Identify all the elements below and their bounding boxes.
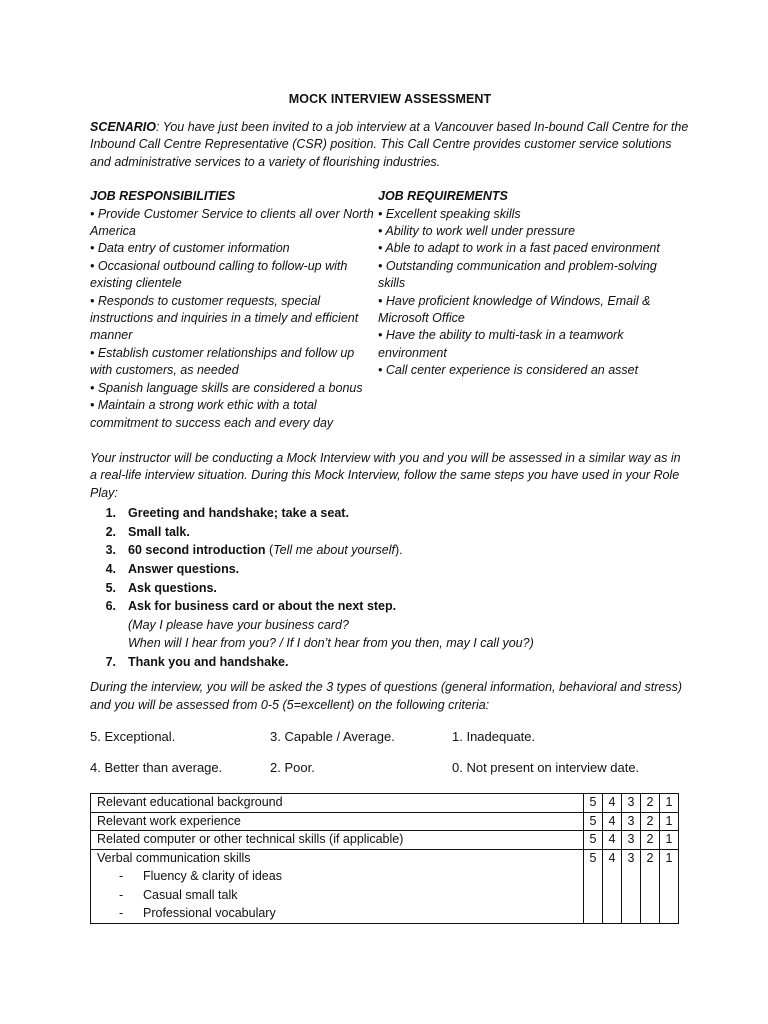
requirements-column — [378, 188, 678, 432]
requirement-item: • Able to adapt to work in a fast paced environment — [378, 241, 660, 256]
requirements-heading: JOB REQUIREMENTS — [378, 189, 508, 204]
step-text: 60 second introduction — [128, 543, 266, 558]
step-number: 1. — [105, 506, 116, 521]
requirement-item: • Ability to work well under pressure — [378, 224, 576, 239]
responsibility-item: • Establish customer relationships and follow up with customers, as needed — [90, 345, 355, 378]
requirement-item: • Have the ability to multi-task in a teamwork environment — [378, 328, 624, 360]
score-cell[interactable]: 5 — [584, 831, 603, 850]
step-text: Answer questions. — [128, 561, 240, 576]
scale-item: 2. Poor. — [270, 760, 315, 776]
step-item — [90, 541, 690, 560]
subitem — [97, 886, 577, 905]
step-number: 2. — [105, 524, 116, 539]
subitem-text: Casual small talk — [143, 887, 238, 902]
step-text: Ask for business card or about the next step. — [128, 599, 397, 614]
step-item — [90, 597, 690, 653]
step-number: 6. — [105, 599, 116, 614]
scale-item: 1. Inadequate. — [452, 729, 536, 745]
score-cell[interactable]: 2 — [641, 849, 660, 923]
responsibility-item: • Occasional outbound calling to follow-up with existing clientele — [90, 258, 348, 291]
score-cell[interactable]: 5 — [584, 794, 603, 813]
score-cell[interactable]: 4 — [603, 831, 622, 850]
interview-steps — [90, 504, 690, 671]
scenario-text: : You have just been invited to a job interview at a Vancouver based In-bound Call Centre for the Inbound Call Centre Representative (CSR) position. This Call Centre provides customer service solutions and administrative services to a variety of flourishing industries. — [90, 120, 689, 169]
requirement-item: • Call center experience is considered an asset — [378, 363, 639, 378]
responsibility-item: • Spanish language skills are considered a bonus — [90, 380, 363, 395]
table-row — [91, 849, 679, 923]
responsibility-item: • Data entry of customer information — [90, 241, 290, 256]
score-cell[interactable]: 4 — [603, 794, 622, 813]
responsibilities-column — [90, 188, 378, 432]
paren-italic: Tell me about yourself — [273, 543, 395, 558]
responsibility-item: • Maintain a strong work ethic with a total commitment to success each and every day — [90, 398, 334, 430]
scale-item: 4. Better than average. — [90, 760, 223, 776]
step-item — [90, 579, 690, 598]
requirement-item: • Outstanding communication and problem-solving skills — [378, 258, 657, 291]
table-row — [91, 794, 679, 813]
score-cell[interactable]: 3 — [622, 849, 641, 923]
step-item — [90, 504, 690, 523]
score-cell[interactable]: 1 — [660, 849, 679, 923]
rating-scale — [90, 728, 690, 777]
step-item — [90, 523, 690, 542]
criteria-label: Verbal communication skills — [97, 850, 251, 865]
subitem-text: Fluency & clarity of ideas — [143, 869, 282, 883]
criteria-subitems — [97, 867, 577, 923]
job-columns — [90, 188, 690, 432]
responsibility-item: • Provide Customer Service to clients all over North America — [90, 206, 374, 239]
step-text: Thank you and handshake. — [128, 654, 289, 669]
paren-close: ). — [394, 543, 403, 558]
step-number: 5. — [105, 580, 116, 595]
score-cell[interactable]: 4 — [603, 812, 622, 831]
scale-item: 0. Not present on interview date. — [452, 760, 640, 776]
requirement-item: • Have proficient knowledge of Windows, Email & Microsoft Office — [378, 293, 651, 326]
score-cell[interactable]: 2 — [641, 794, 660, 813]
score-cell[interactable]: 5 — [584, 849, 603, 923]
scenario-label: SCENARIO — [90, 120, 156, 134]
scale-item: 5. Exceptional. — [90, 729, 176, 745]
score-cell[interactable]: 3 — [622, 831, 641, 850]
step-item — [90, 653, 690, 672]
score-cell[interactable]: 1 — [660, 812, 679, 831]
subitem — [97, 867, 577, 886]
score-cell[interactable]: 2 — [641, 831, 660, 850]
score-cell[interactable]: 5 — [584, 812, 603, 831]
scale-item: 3. Capable / Average. — [270, 729, 395, 745]
score-cell[interactable]: 2 — [641, 812, 660, 831]
page-title: MOCK INTERVIEW ASSESSMENT — [288, 92, 492, 106]
scenario-paragraph — [90, 119, 690, 171]
requirements-list — [378, 206, 678, 380]
step-item — [90, 560, 690, 579]
criteria-label: Relevant educational background — [91, 794, 584, 813]
dash-marker: - — [119, 906, 124, 920]
table-row — [91, 812, 679, 831]
criteria-cell — [91, 849, 584, 923]
requirement-item: • Excellent speaking skills — [378, 206, 521, 221]
score-cell[interactable]: 3 — [622, 812, 641, 831]
table-row — [91, 831, 679, 850]
score-cell[interactable]: 1 — [660, 831, 679, 850]
subitem — [97, 904, 577, 923]
document-page — [90, 92, 690, 777]
step-extra-line: (May I please have your business card? — [128, 617, 349, 632]
assessment-paragraph: During the interview, you will be asked the 3 types of questions (general information, behavioral and stress) and you will be assessed from 0-5 (5=excellent) on the following criteria: — [90, 680, 682, 712]
step-text: Small talk. — [128, 524, 190, 539]
criteria-table — [90, 793, 679, 924]
score-cell[interactable]: 3 — [622, 794, 641, 813]
criteria-label: Relevant work experience — [91, 812, 584, 831]
responsibilities-heading: JOB RESPONSIBILITIES — [90, 189, 236, 204]
subitem-text: Professional vocabulary — [143, 906, 276, 920]
score-cell[interactable]: 1 — [660, 794, 679, 813]
responsibilities-list — [90, 206, 378, 432]
step-text: Ask questions. — [128, 580, 217, 595]
step-number: 3. — [105, 543, 116, 558]
responsibility-item: • Responds to customer requests, special instructions and inquiries in a timely and efficient manner — [90, 293, 359, 343]
step-paren — [266, 543, 403, 557]
criteria-label: Related computer or other technical skills (if applicable) — [91, 831, 584, 850]
dash-marker: - — [119, 869, 124, 883]
step-extra-line: When will I hear from you? / If I don’t hear from you then, may I call you?) — [128, 636, 534, 651]
instructions-paragraph: Your instructor will be conducting a Mock Interview with you and you will be assessed in a similar way as in a real-life interview situation. During this Mock Interview, follow the same steps you have used in your Role Play: — [90, 450, 681, 500]
dash-marker: - — [119, 887, 124, 902]
step-text: Greeting and handshake; take a seat. — [128, 506, 349, 521]
paren-open: ( — [265, 543, 274, 558]
step-number: 4. — [105, 561, 116, 576]
step-number: 7. — [105, 654, 116, 669]
score-cell[interactable]: 4 — [603, 849, 622, 923]
